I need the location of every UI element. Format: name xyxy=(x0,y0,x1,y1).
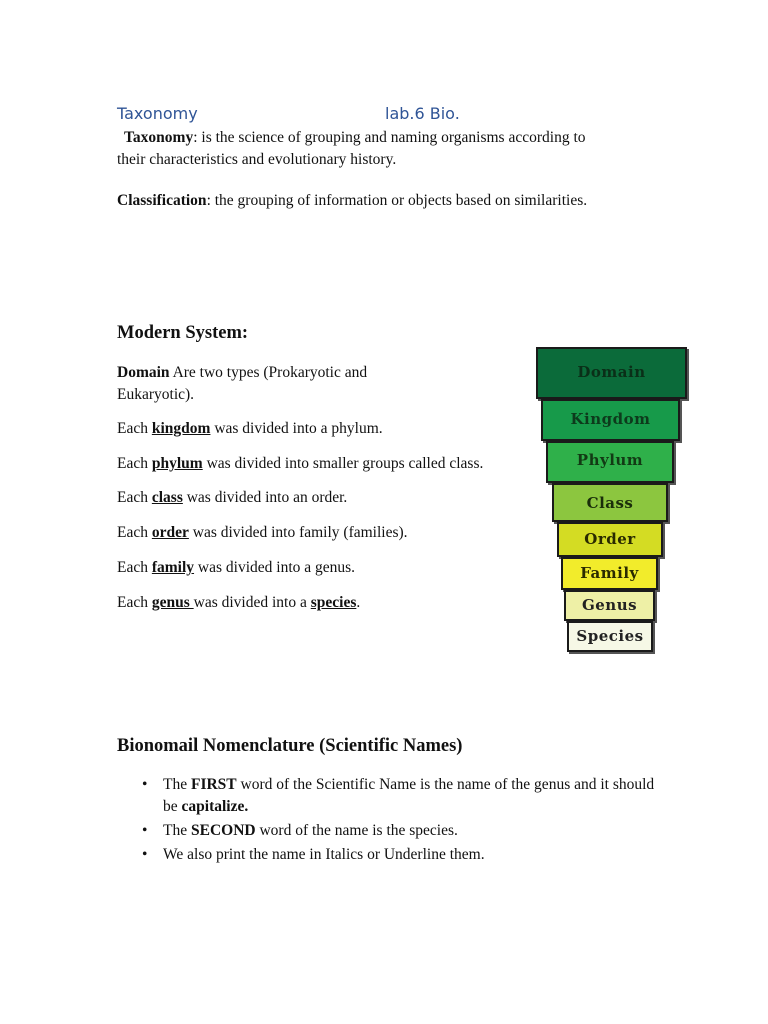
phylum-line xyxy=(117,455,483,473)
bullet-icon: • xyxy=(142,846,148,863)
line-text: was divided into smaller groups called class. xyxy=(202,455,484,472)
capitalize-keyword: capitalize. xyxy=(181,798,249,815)
class-term: class xyxy=(151,489,183,506)
second-keyword: SECOND xyxy=(190,822,256,839)
genus-term: genus xyxy=(151,594,194,611)
text-fragment: The xyxy=(163,822,191,839)
pyramid-kingdom: Kingdom xyxy=(541,399,680,441)
pyramid-order: Order xyxy=(557,522,663,557)
bullet-text: We also print the name in Italics or Underline them. xyxy=(163,846,485,863)
line-prefix: Each xyxy=(117,524,152,541)
kingdom-line xyxy=(117,420,383,438)
order-line xyxy=(117,524,408,542)
modern-system-heading: Modern System: xyxy=(117,323,249,343)
line-prefix: Each xyxy=(117,559,152,576)
order-term: order xyxy=(151,524,189,541)
bullet-item-italics xyxy=(142,844,682,866)
family-term: family xyxy=(151,559,195,576)
first-keyword: FIRST xyxy=(190,776,237,793)
genus-line xyxy=(117,594,360,612)
class-line xyxy=(117,489,347,507)
classification-term: Classification xyxy=(117,192,207,209)
phylum-term: phylum xyxy=(151,455,203,472)
pyramid-genus: Genus xyxy=(564,590,655,621)
pyramid-class: Class xyxy=(552,483,668,522)
line-prefix: Each xyxy=(117,489,152,506)
pyramid-phylum: Phylum xyxy=(546,441,674,483)
line-prefix: Each xyxy=(117,455,152,472)
line-text: was divided into an order. xyxy=(182,489,348,506)
kingdom-term: kingdom xyxy=(151,420,211,437)
bullet-text xyxy=(163,774,663,818)
bullet-item-second-word xyxy=(142,820,682,842)
text-fragment: word of the Scientific Name is the name of the genus and it should be xyxy=(163,776,655,815)
domain-text: Are two types (Prokaryotic and Eukaryotic). xyxy=(117,364,368,403)
taxonomy-term: Taxonomy xyxy=(124,129,194,146)
line-text: was divided into a phylum. xyxy=(210,420,383,437)
doc-title: Taxonomy xyxy=(117,104,198,123)
bullet-text xyxy=(163,820,663,842)
classification-text: : the grouping of information or objects based on similarities. xyxy=(206,192,588,209)
text-fragment: The xyxy=(163,776,191,793)
domain-line xyxy=(117,362,417,406)
taxonomy-text: : is the science of grouping and naming organisms according to their characteristics and evolutionary history. xyxy=(117,129,586,168)
family-line xyxy=(117,559,355,577)
domain-term: Domain xyxy=(117,364,170,381)
line-text: was divided into a xyxy=(193,594,311,611)
pyramid-species: Species xyxy=(567,621,653,652)
line-text: was divided into family (families). xyxy=(188,524,408,541)
species-term: species xyxy=(310,594,357,611)
doc-subtitle: lab.6 Bio. xyxy=(385,104,460,123)
pyramid-domain: Domain xyxy=(536,347,687,399)
line-text: was divided into a genus. xyxy=(194,559,356,576)
text-fragment: word of the name is the species. xyxy=(255,822,458,839)
taxonomy-definition xyxy=(117,127,597,171)
bullet-icon: • xyxy=(142,822,148,839)
pyramid-family: Family xyxy=(561,557,658,590)
line-prefix: Each xyxy=(117,420,152,437)
line-suffix: . xyxy=(356,594,361,611)
line-prefix: Each xyxy=(117,594,152,611)
nomenclature-heading: Bionomail Nomenclature (Scientific Names) xyxy=(117,736,463,756)
bullet-icon: • xyxy=(142,776,148,793)
classification-definition xyxy=(117,190,597,212)
bullet-item-first-word xyxy=(142,774,682,818)
